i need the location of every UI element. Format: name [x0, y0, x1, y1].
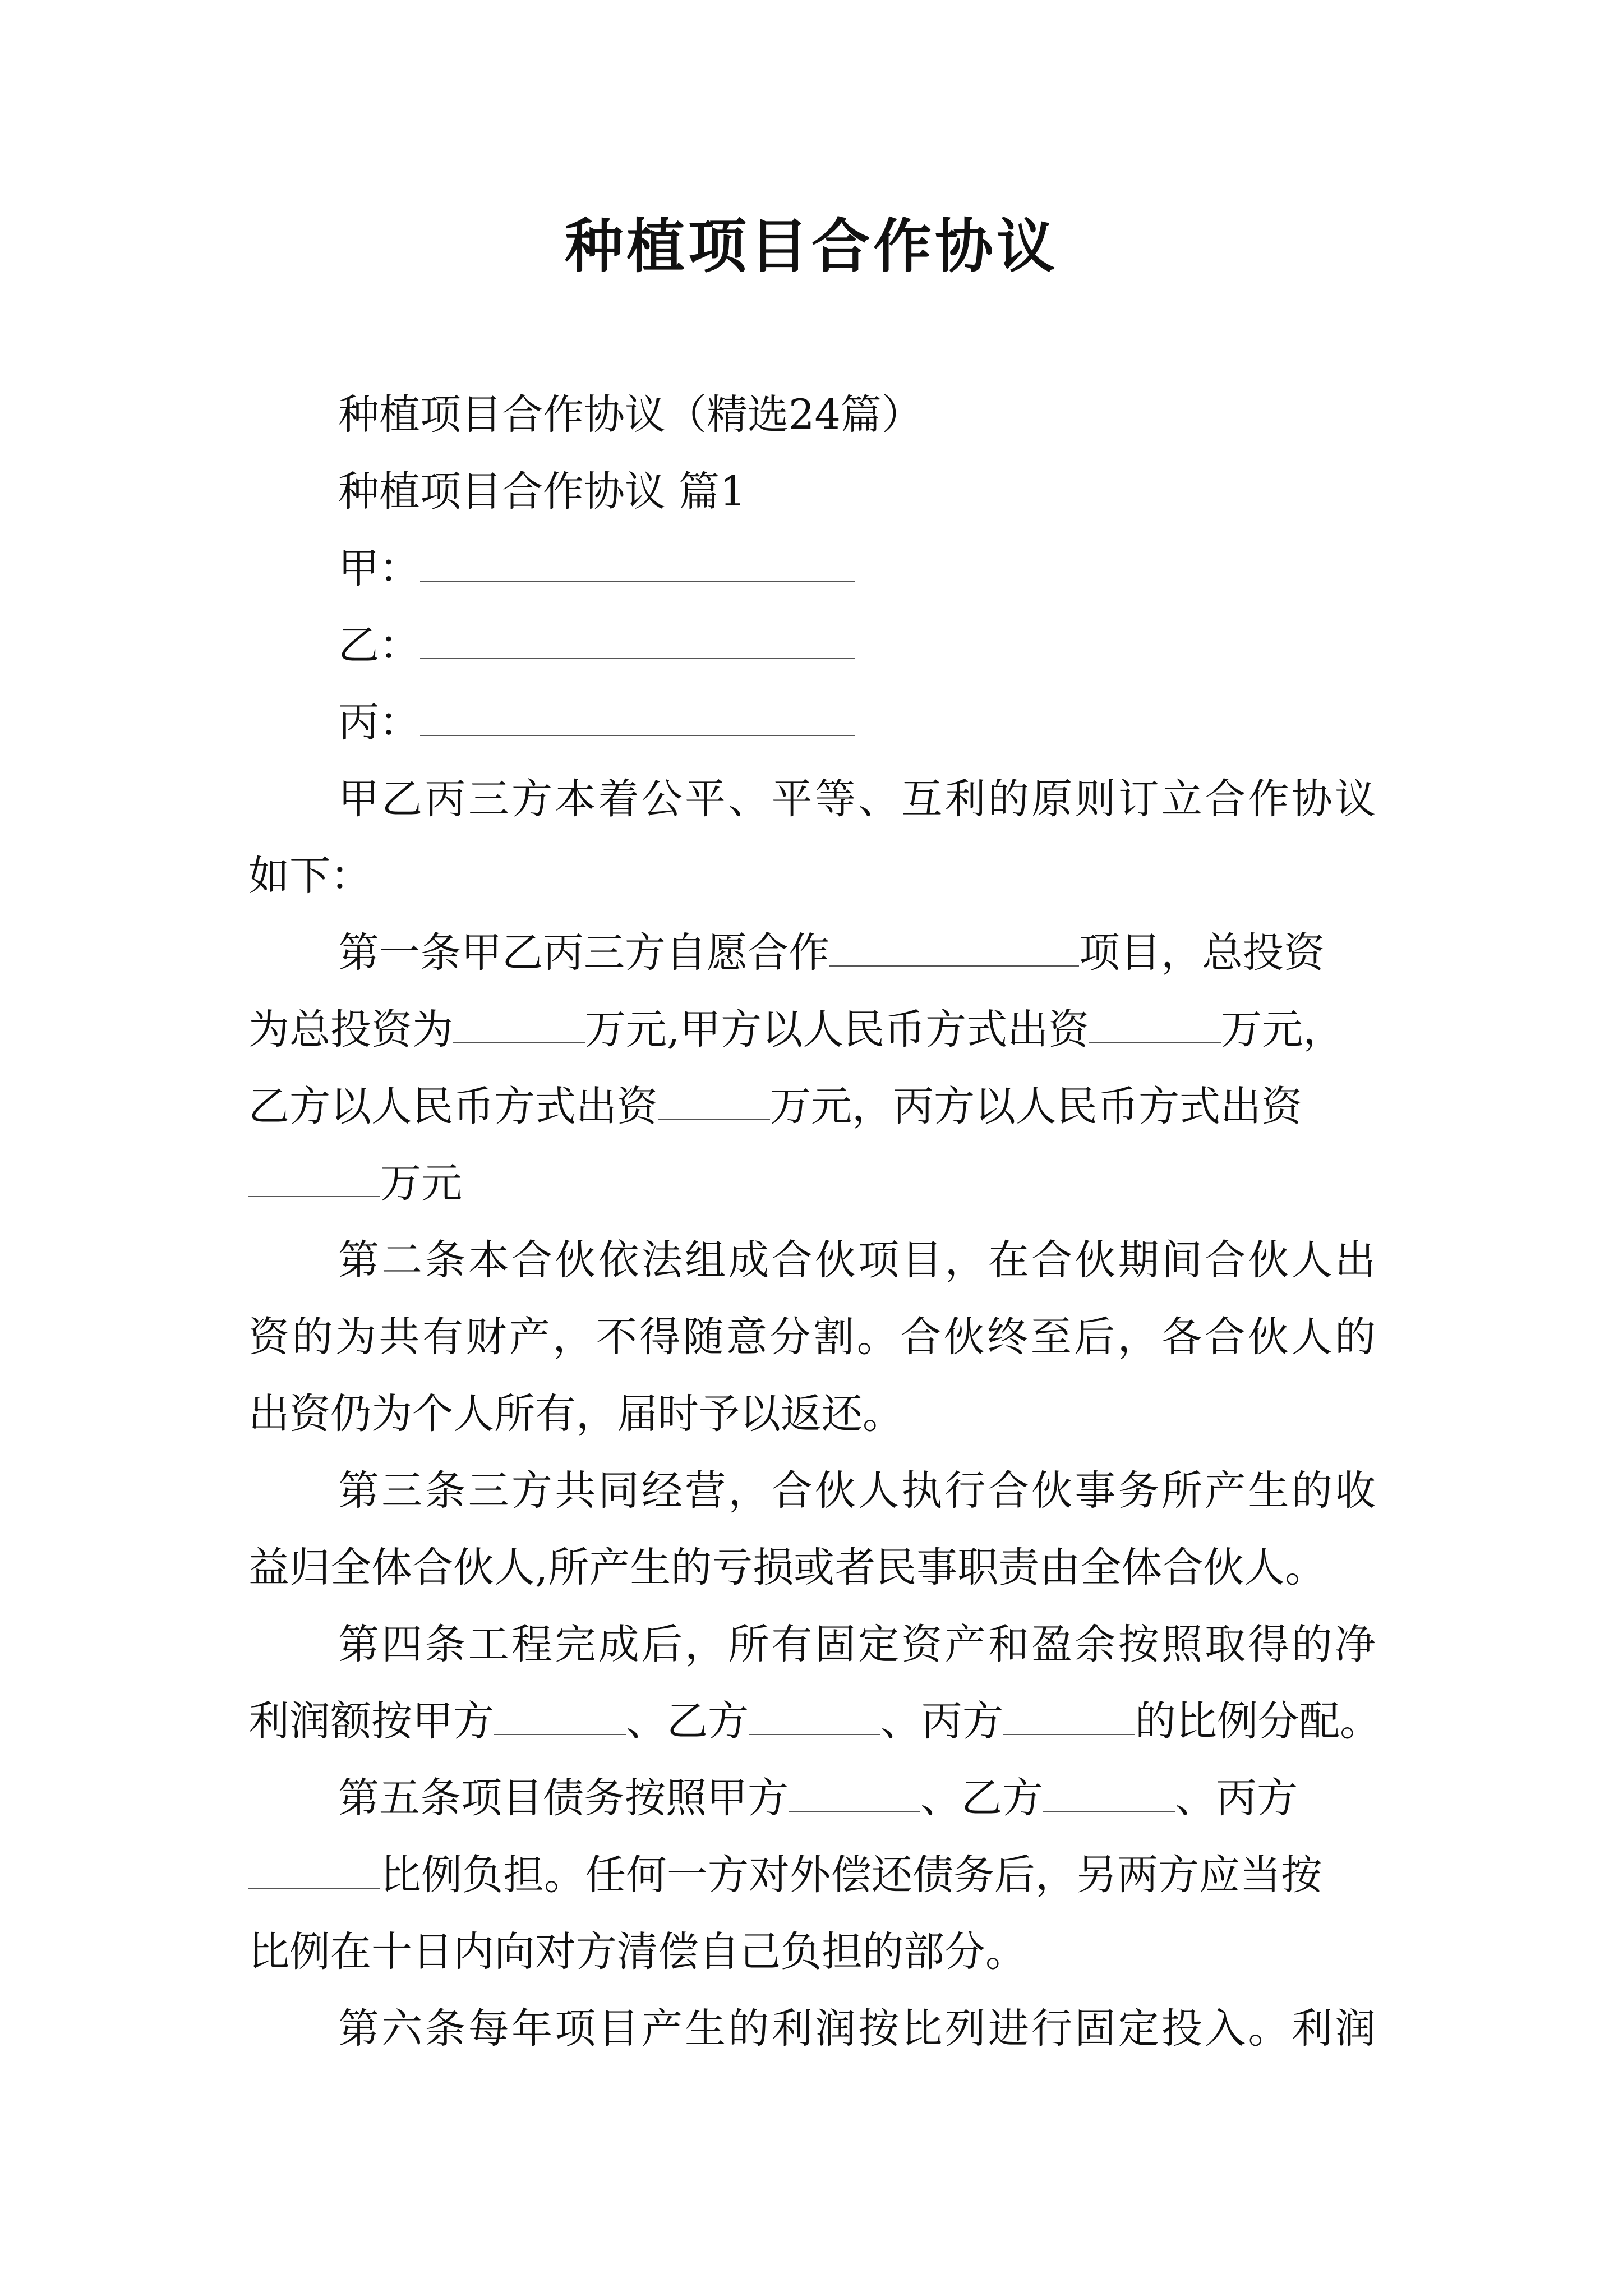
party-b-blank [420, 625, 855, 659]
article1-line-2: 为总投资为 万元,甲方以人民币方式出资 万元， [248, 1006, 1344, 1053]
article6-line-1: 第六条每年项目产生的利润按比列进行固定投入。利润 [338, 2005, 1376, 2053]
document-title: 种植项目合作协议 [564, 212, 1058, 280]
article3-line-2: 益归全体合伙人,所产生的亏损或者民事职责由全体合伙人。 [248, 1544, 1326, 1591]
article2-line-3: 出资仍为个人所有，届时予以返还。 [248, 1390, 903, 1438]
party-c-label: 丙： [338, 698, 420, 746]
article1-line-3: 乙方以人民币方式出资 万元，丙方以人民币方式出资 [248, 1083, 1302, 1130]
party-a-label: 甲： [338, 545, 420, 592]
party-a-line [338, 541, 855, 597]
preamble-line-1: 甲乙丙三方本着公平、平等、互利的原则订立合作协议 [338, 775, 1376, 823]
article5-line-2: 比例负担。任何一方对外偿还债务后，另两方应当按 [248, 1847, 1322, 1903]
article4-line-2: 利润额按甲方 、乙方 、丙方 的比例分配。 [248, 1697, 1381, 1745]
article1-line-4: 万元 [248, 1156, 462, 1212]
party-c-line [338, 694, 855, 751]
article2-line-1: 第二条本合伙依法组成合伙项目，在合伙期间合伙人出 [338, 1236, 1376, 1284]
article5-line-1: 第五条项目债务按照甲方 、乙方 、丙方 [338, 1774, 1298, 1822]
article4-line-1: 第四条工程完成后，所有固定资产和盈余按照取得的净 [338, 1621, 1376, 1668]
article3-line-1: 第三条三方共同经营，合伙人执行合伙事务所产生的收 [338, 1467, 1376, 1515]
document-subtitle: 种植项目合作协议（精选24篇） [338, 391, 923, 439]
article5-line-3: 比例在十日内向对方清偿自己负担的部分。 [248, 1928, 1026, 1976]
article1-line-1: 第一条甲乙丙三方自愿合作 项目，总投资 [338, 929, 1325, 977]
party-b-line [338, 618, 855, 674]
party-c-blank [420, 702, 855, 736]
party-b-label: 乙： [338, 622, 420, 669]
preamble-line-2: 如下： [248, 852, 371, 900]
section-heading: 种植项目合作协议 篇1 [338, 468, 746, 516]
party-a-blank [420, 549, 855, 582]
article2-line-2: 资的为共有财产，不得随意分割。合伙终至后，各合伙人的 [248, 1313, 1376, 1361]
